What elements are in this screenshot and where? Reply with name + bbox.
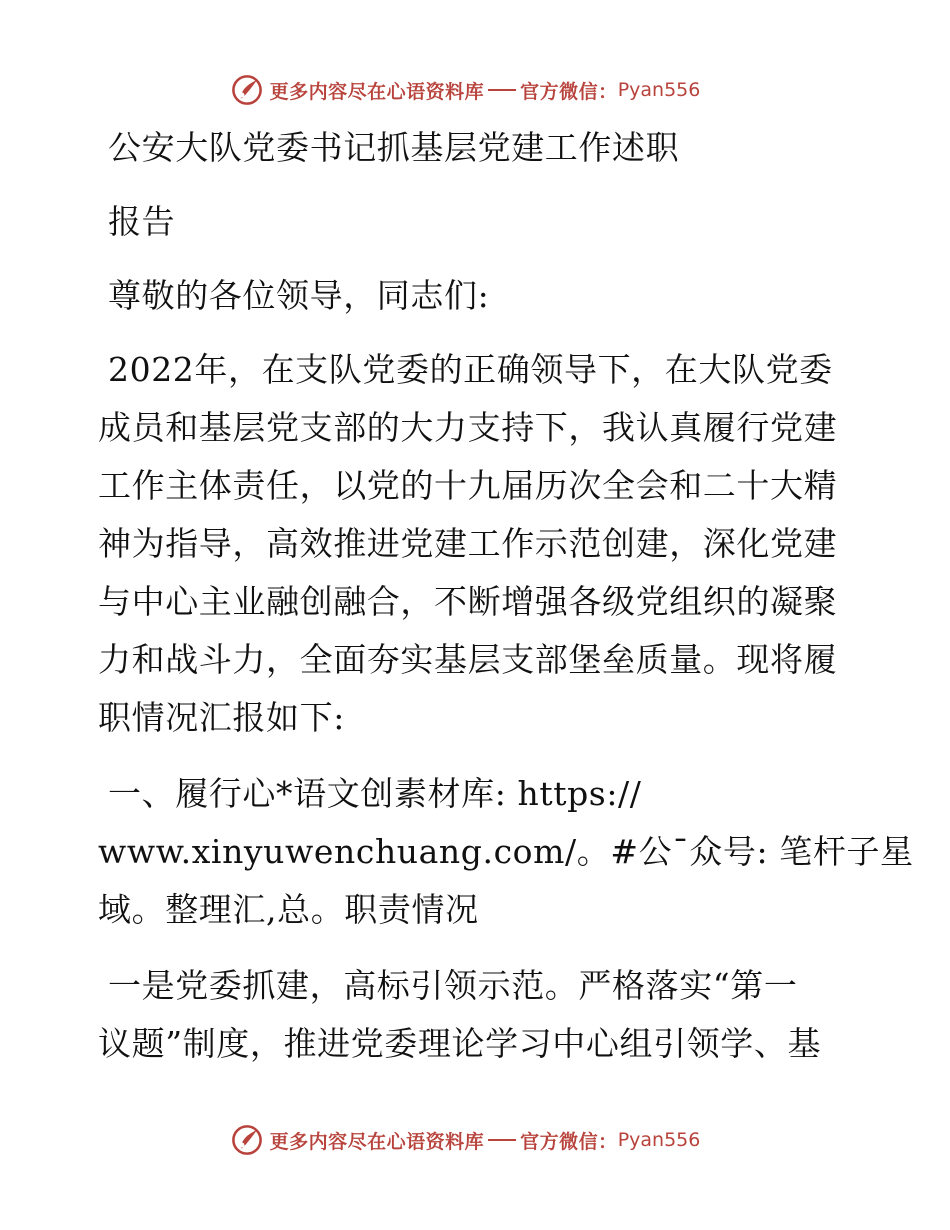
watermark-contact-label: 官方微信： — [520, 1130, 618, 1153]
section-heading-line: 域。整理汇,总。职责情况 — [98, 890, 479, 929]
paragraph-line: 2022年，在支队党委的正确领导下，在大队党委 — [108, 350, 833, 389]
watermark-dash — [488, 89, 516, 91]
brand-logo-icon — [230, 1123, 264, 1157]
paragraph-line: 神为指导，高效推进党建工作示范创建，深化党建 — [98, 524, 838, 563]
watermark-contact-label: 官方微信： — [520, 80, 618, 103]
salutation: 尊敬的各位领导，同志们: — [108, 276, 490, 315]
doc-title-line-2: 报告 — [108, 202, 176, 241]
paragraph-line: 工作主体责任，以党的十九届历次全会和二十大精 — [98, 466, 838, 505]
watermark-contact-id: Pyan556 — [617, 79, 701, 101]
footer-watermark — [0, 1120, 950, 1160]
watermark-brand: 更多内容尽在心语资料库 — [269, 80, 485, 103]
watermark-dash — [488, 1139, 516, 1141]
paragraph-line: 与中心主业融创融合，不断增强各级党组织的凝聚 — [98, 582, 838, 621]
watermark-brand: 更多内容尽在心语资料库 — [269, 1130, 485, 1153]
section-heading-line: 一、履行心*语文创素材库: https:// — [108, 774, 642, 813]
paragraph-line: 力和战斗力，全面夯实基层支部堡垒质量。现将履 — [98, 640, 838, 679]
doc-title-line-1: 公安大队党委书记抓基层党建工作述职 — [108, 128, 680, 167]
header-watermark — [0, 70, 950, 110]
paragraph-line: 一是党委抓建，高标引领示范。严格落实“第一 — [108, 966, 798, 1005]
paragraph-line: 成员和基层党支部的大力支持下，我认真履行党建 — [98, 408, 838, 447]
paragraph-line: 议题”制度，推进党委理论学习中心组引领学、基 — [98, 1024, 822, 1063]
section-heading-line: www.xinyuwenchuang.com/。#公¯众号: 笔杆子星 — [98, 832, 914, 871]
watermark-contact-id: Pyan556 — [617, 1129, 701, 1151]
brand-logo-icon — [230, 73, 264, 107]
paragraph-line: 职情况汇报如下: — [98, 698, 345, 737]
